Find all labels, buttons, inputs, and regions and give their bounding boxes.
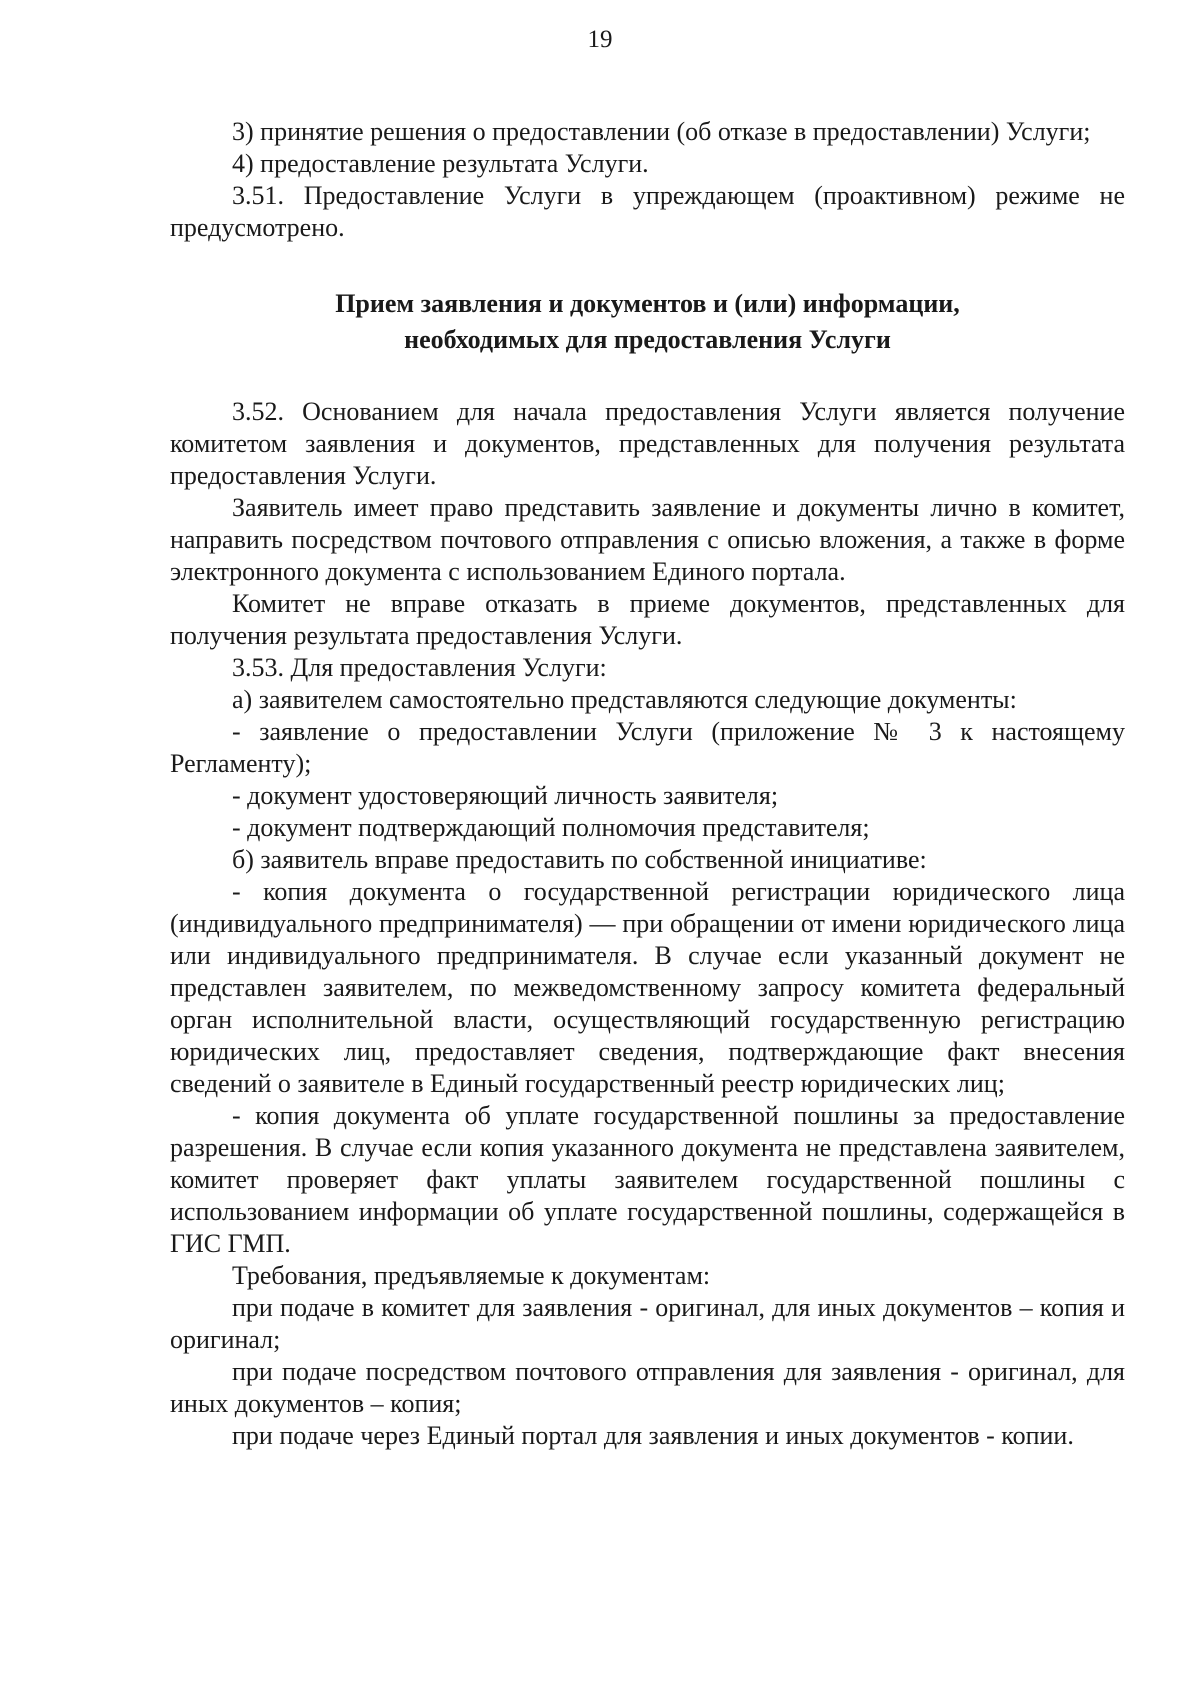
paragraph: Заявитель имеет право представить заявление и документы лично в комитет, направить посредством почтового отправления с описью вложения, а также в форме электронного документа с использованием Единого портала. <box>170 493 1125 586</box>
document-body <box>170 116 1125 1452</box>
paragraph: 4) предоставление результата Услуги. <box>232 149 649 178</box>
paragraph: при подаче в комитет для заявления - оригинал, для иных документов – копия и оригинал; <box>170 1293 1125 1354</box>
paragraph: 3.52. Основанием для начала предоставления Услуги является получение комитетом заявления и документов, представленных для получения результата предоставления Услуги. <box>170 397 1125 490</box>
section-heading <box>170 286 1125 358</box>
paragraph: 3.51. Предоставление Услуги в упреждающем (проактивном) режиме не предусмотрено. <box>170 181 1125 242</box>
list-item: - копия документа о государственной регистрации юридического лица (индивидуального предпринимателя) — при обращении от имени юридического лица или индивидуального предпринимателя. В случае если указанный документ не представлен заявителем, по межведомственному запросу комитета федеральный орган исполнительной власти, осуществляющий государственную регистрацию юридических лиц, предоставляет сведения, подтверждающие факт внесения сведений о заявителе в Единый государственный реестр юридических лиц; <box>170 877 1125 1098</box>
paragraph: 3) принятие решения о предоставлении (об отказе в предоставлении) Услуги; <box>232 117 1091 146</box>
section-heading-line: Прием заявления и документов и (или) информации, <box>335 289 960 318</box>
section-heading-line: необходимых для предоставления Услуги <box>404 325 891 354</box>
paragraph: 3.53. Для предоставления Услуги: <box>232 653 607 682</box>
list-item: - документ удостоверяющий личность заявителя; <box>232 781 779 810</box>
paragraph: Комитет не вправе отказать в приеме документов, представленных для получения результата предоставления Услуги. <box>170 589 1125 650</box>
paragraph: Требования, предъявляемые к документам: <box>232 1261 711 1290</box>
paragraph: при подаче посредством почтового отправления для заявления - оригинал, для иных документов – копия; <box>170 1357 1125 1418</box>
list-item: - заявление о предоставлении Услуги (приложение № 3 к настоящему Регламенту); <box>170 717 1125 778</box>
paragraph: б) заявитель вправе предоставить по собственной инициативе: <box>232 845 927 874</box>
paragraph: а) заявителем самостоятельно представляются следующие документы: <box>232 685 1017 714</box>
list-item: - документ подтверждающий полномочия представителя; <box>232 813 870 842</box>
paragraph: при подаче через Единый портал для заявления и иных документов - копии. <box>232 1421 1074 1450</box>
page-number: 19 <box>587 26 613 53</box>
list-item: - копия документа об уплате государственной пошлины за предоставление разрешения. В случае если копия указанного документа не представлена заявителем, комитет проверяет факт уплаты заявителем государственной пошлины с использованием информации об уплате государственной пошлины, содержащейся в ГИС ГМП. <box>170 1101 1125 1258</box>
